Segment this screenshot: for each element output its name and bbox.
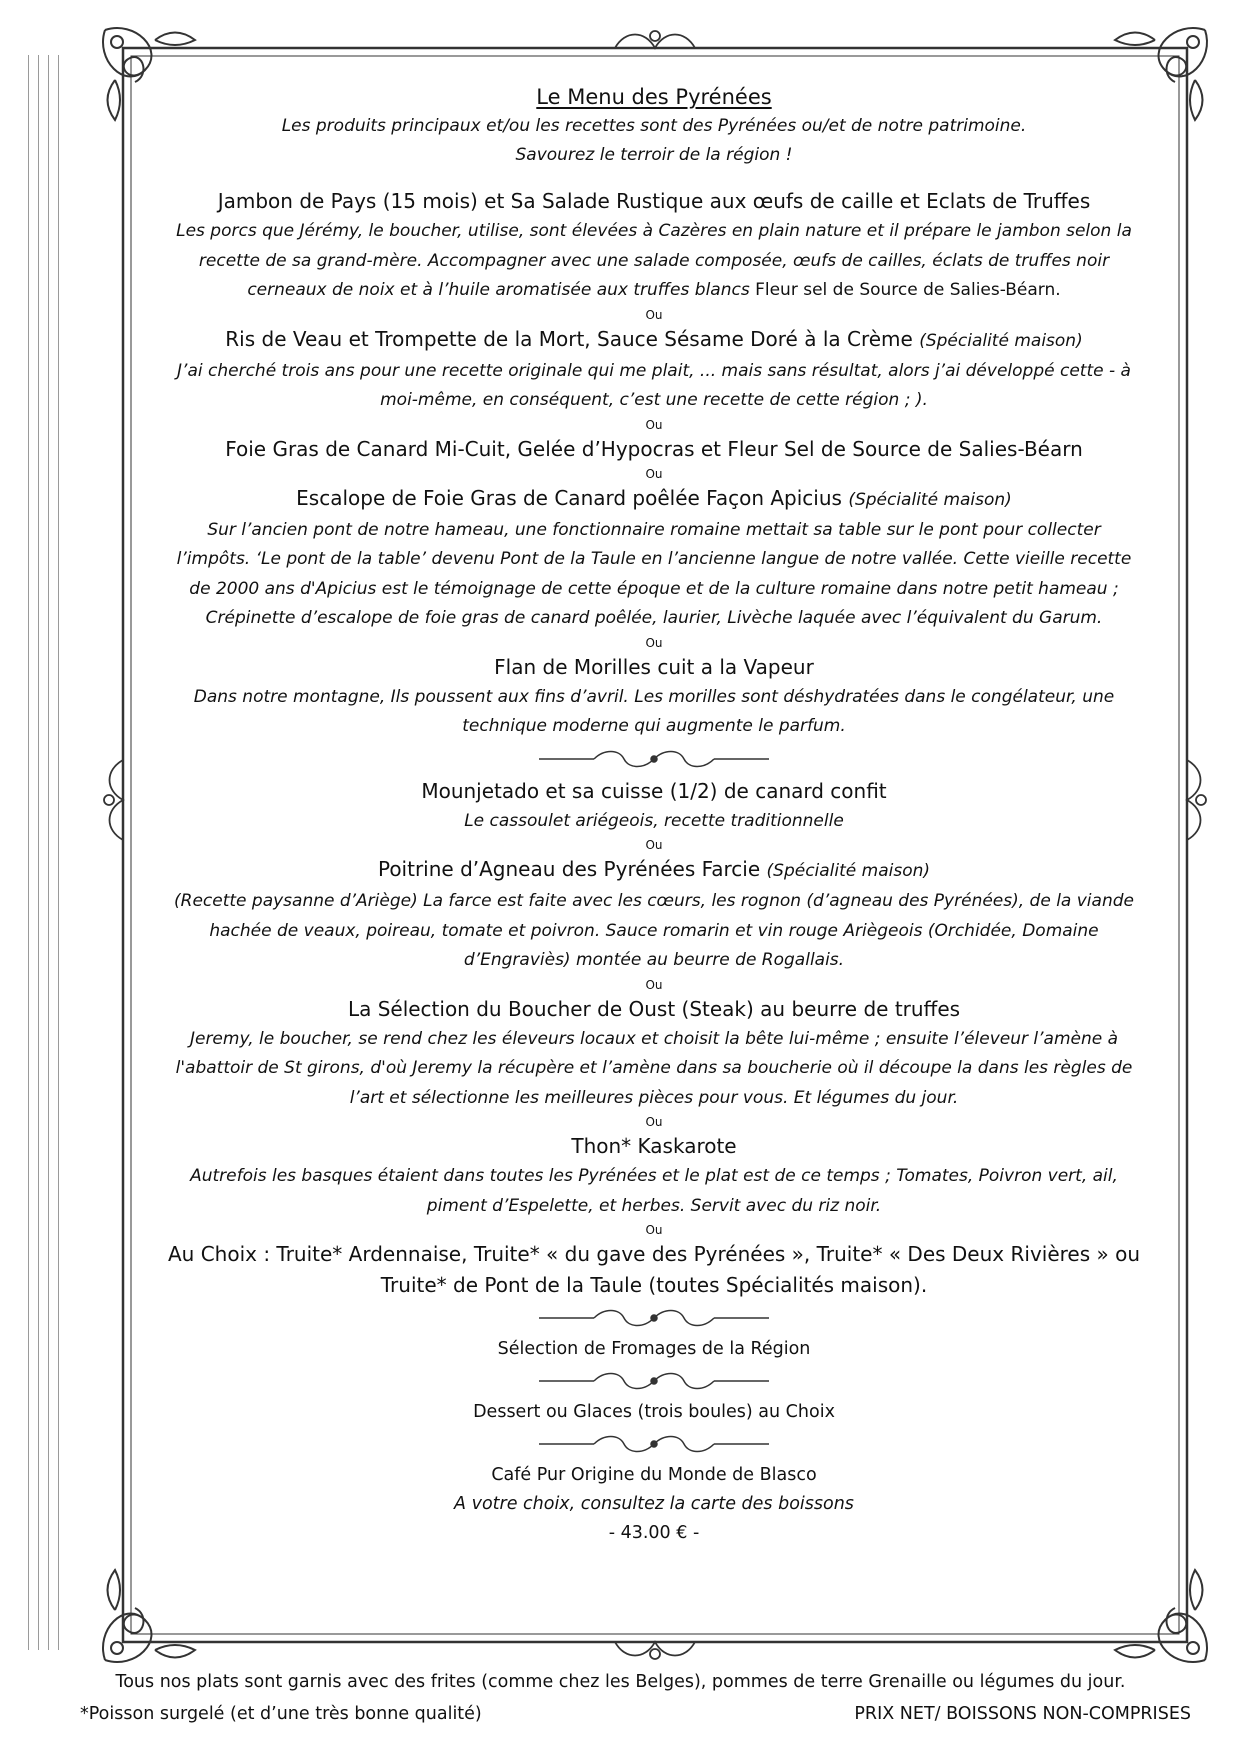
footer-garnish-note: Tous nos plats sont garnis avec des frites (comme chez les Belges), pommes de terre Grenaille ou légumes du jour.: [115, 1672, 1126, 1692]
ornament-divider: [130, 746, 1178, 772]
dish-desc: hachée de veaux, poireau, tomate et poivron. Sauce romarin et vin rouge Ariègeois (Orchidée, Domaine: [209, 920, 1099, 941]
drinks-note: A votre choix, consultez la carte des boissons: [454, 1494, 854, 1514]
dish-desc: technique moderne qui augmente le parfum.: [462, 716, 846, 736]
or-separator: Ou: [645, 635, 663, 650]
dish-desc: l'abattoir de St girons, d'où Jeremy la récupère et l’amène dans sa boucherie où il découpe la dans les règles de: [175, 1058, 1133, 1078]
coffee-course: Café Pur Origine du Monde de Blasco: [491, 1465, 817, 1485]
ornament-divider: [130, 1431, 1178, 1457]
ornament-divider: [130, 1305, 1178, 1331]
or-separator: Ou: [645, 417, 663, 432]
or-separator: Ou: [645, 1223, 663, 1237]
or-separator: Ou: [645, 977, 663, 992]
dish-name: Truite* de Pont de la Taule (toutes Spécialités maison).: [380, 1273, 928, 1297]
dish-desc: (Recette paysanne d’Ariège) La farce est faite avec les cœurs, les rognon (d’agneau des Pyrénées), de la viande: [174, 891, 1134, 911]
footer-price-note: PRIX NET/ BOISSONS NON-COMPRISES: [854, 1704, 1191, 1724]
dish-desc: recette de sa grand-mère. Accompagner avec une salade composée, œufs de cailles, éclats de truffes noir: [198, 250, 1110, 271]
dish-desc: de 2000 ans d'Apicius est le témoignage de cette époque et de la culture romaine dans notre petit hameau ;: [189, 578, 1119, 599]
dish-desc: piment d’Espelette, et herbes. Servit avec du riz noir.: [426, 1195, 882, 1216]
or-separator: Ou: [645, 307, 663, 322]
ornament-divider: [130, 1368, 1178, 1394]
menu-title: Le Menu des Pyrénées: [536, 85, 772, 109]
or-separator: Ou: [645, 838, 663, 852]
dish-desc: Les porcs que Jérémy, le boucher, utilise, sont élevées à Cazères en plain nature et il prépare le jambon selon la: [176, 221, 1132, 241]
footer-fish-note: *Poisson surgelé (et d’une très bonne qualité): [80, 1704, 482, 1724]
dessert-course: Dessert ou Glaces (trois boules) au Choix: [473, 1402, 835, 1422]
margin-lines: [28, 55, 68, 1650]
dish-desc: l’impôts. ‘Le pont de la table’ devenu Pont de la Taule en l’ancienne langue de notre vallée. Cette vieille recette: [176, 549, 1132, 569]
menu-price: - 43.00 € -: [608, 1523, 700, 1543]
dish-desc: Dans notre montagne, Ils poussent aux fins d’avril. Les morilles sont déshydratées dans le congélateur, une: [193, 686, 1115, 707]
dish-name: Escalope de Foie Gras de Canard poêlée Façon Apicius (Spécialité maison): [296, 485, 1012, 510]
menu-content: [130, 82, 1178, 1548]
dish-name: La Sélection du Boucher de Oust (Steak) au beurre de truffes: [347, 996, 961, 1021]
dish-desc: cerneaux de noix et à l’huile aromatisée aux truffes blancs Fleur sel de Source de Salies-Béarn.: [247, 280, 1061, 300]
dish-name: Poitrine d’Agneau des Pyrénées Farcie (Spécialité maison): [377, 857, 931, 881]
intro-line: Savourez le terroir de la région !: [515, 145, 793, 165]
dish-name: Jambon de Pays (15 mois) et Sa Salade Rustique aux œufs de caille et Eclats de Truffes: [217, 189, 1091, 213]
dish-desc: l’art et sélectionne les meilleures pièces pour vous. Et légumes du jour.: [349, 1087, 959, 1108]
dish-desc: Crépinette d’escalope de foie gras de canard poêlée, laurier, Livèche laquée avec l’équivalent du Garum.: [205, 608, 1103, 628]
or-separator: Ou: [645, 466, 663, 481]
dish-desc: d’Engraviès) montée au beurre de Rogallais.: [463, 950, 845, 970]
dish-desc: Jeremy, le boucher, se rend chez les éleveurs locaux et choisit la bête lui-même ; ensuite l’éleveur l’amène à: [189, 1028, 1119, 1049]
dish-desc: Autrefois les basques étaient dans toutes les Pyrénées et le plat est de ce temps ; Tomates, Poivron vert, ail,: [190, 1166, 1118, 1186]
dish-name: Foie Gras de Canard Mi-Cuit, Gelée d’Hypocras et Fleur Sel de Source de Salies-Béarn: [225, 436, 1083, 461]
dish-name: Au Choix : Truite* Ardennaise, Truite* « du gave des Pyrénées », Truite* « Des Deux Rivières » ou: [167, 1242, 1141, 1266]
dish-desc: J’ai cherché trois ans pour une recette originale qui me plait, ... mais sans résultat, alors j’ai développé cette - à: [177, 360, 1131, 381]
dish-name: Ris de Veau et Trompette de la Mort, Sauce Sésame Doré à la Crème (Spécialité maison): [225, 326, 1083, 351]
or-separator: Ou: [645, 1115, 663, 1129]
cheese-course: Sélection de Fromages de la Région: [497, 1339, 811, 1359]
dish-desc: Le cassoulet ariégeois, recette traditionnelle: [464, 810, 844, 831]
dish-desc: Sur l’ancien pont de notre hameau, une fonctionnaire romaine mettait sa table sur le pont pour collecter: [207, 519, 1101, 540]
dish-name: Mounjetado et sa cuisse (1/2) de canard confit: [421, 778, 887, 803]
dish-name: Thon* Kaskarote: [571, 1134, 737, 1158]
intro-line: Les produits principaux et/ou les recettes sont des Pyrénées ou/et de notre patrimoine.: [281, 116, 1027, 136]
dish-name: Flan de Morilles cuit a la Vapeur: [494, 654, 814, 679]
dish-desc: moi-même, en conséquent, c’est une recette de cette région ; ).: [380, 390, 928, 410]
